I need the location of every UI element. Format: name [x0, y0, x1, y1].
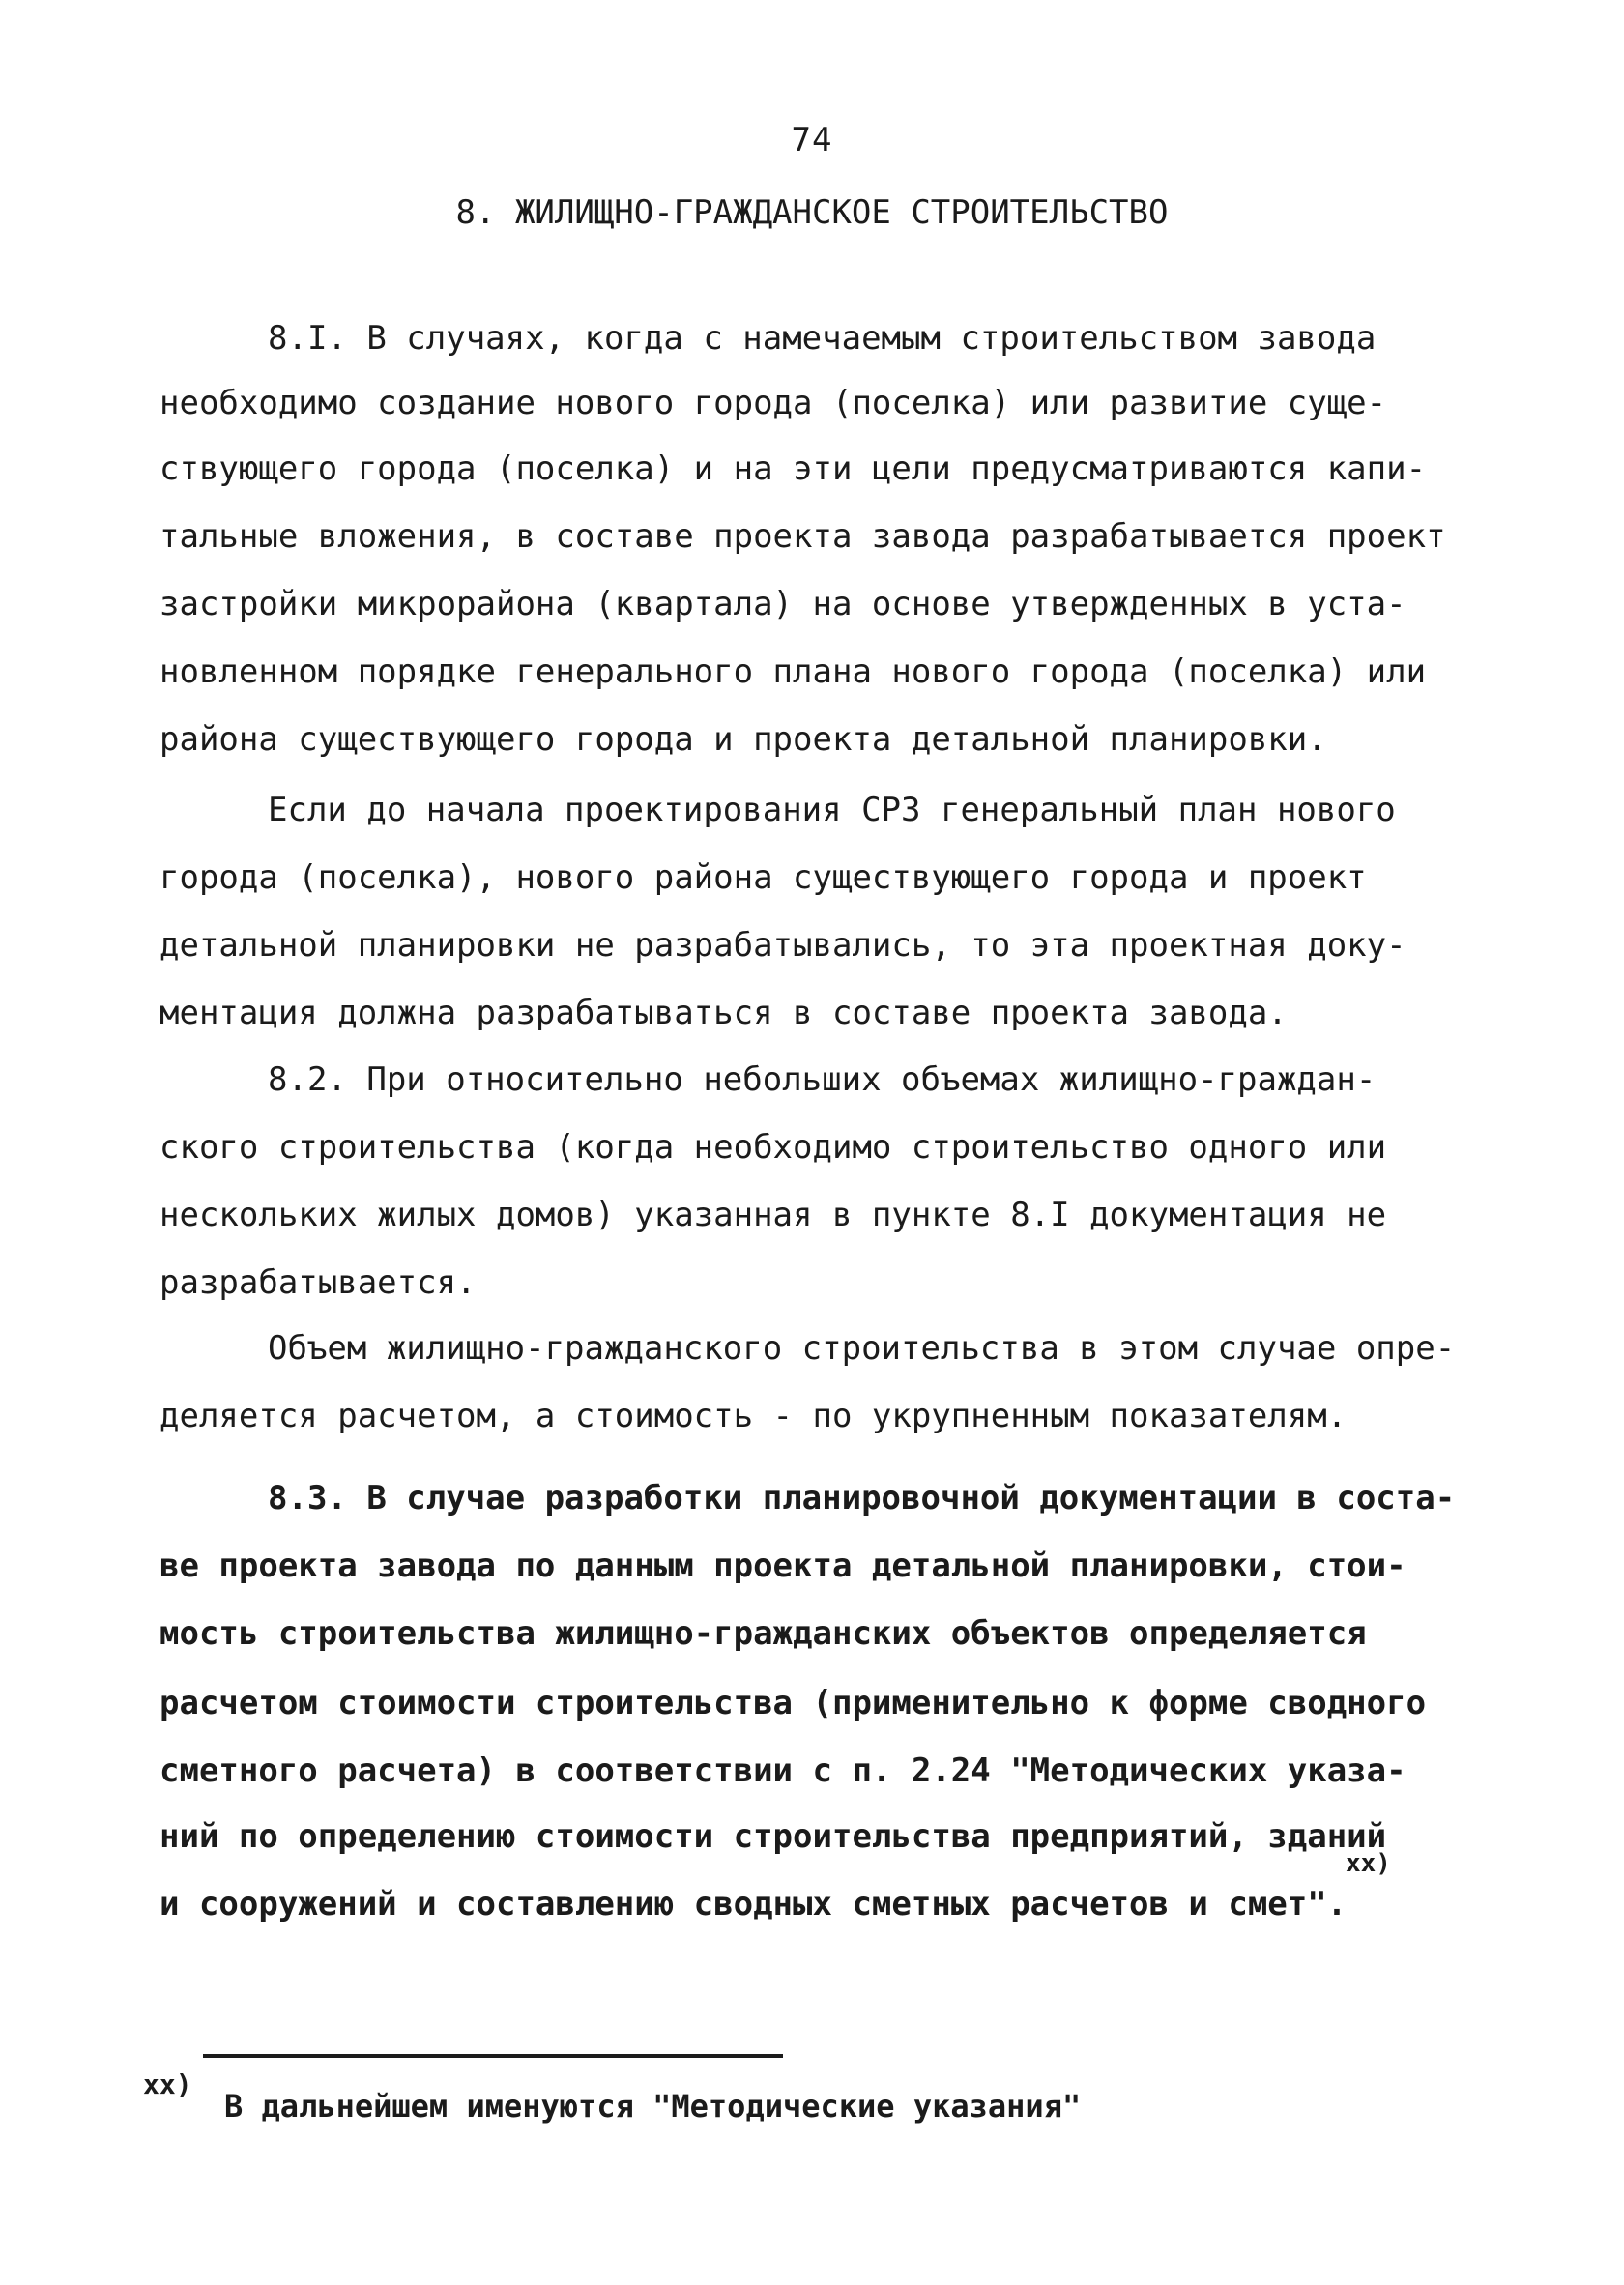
footnote-divider: [203, 2054, 783, 2058]
text-line: новленном порядке генерального плана нового города (поселка) или: [160, 652, 1427, 691]
text-line: и сооружений и составлению сводных сметных расчетов и смет".: [160, 1885, 1348, 1923]
text-line: ствующего города (поселка) и на эти цели предусматриваются капи-: [160, 449, 1427, 488]
footnote-mark: xx): [143, 2068, 192, 2100]
text-line: тальные вложения, в составе проекта завода разрабатывается проект: [160, 517, 1446, 556]
text-line: 8.I. В случаях, когда с намечаемым строительством завода: [268, 319, 1377, 358]
text-line: района существующего города и проекта детальной планировки.: [160, 720, 1327, 759]
text-line: 8.2. При относительно небольших объемах жилищно-граждан-: [268, 1060, 1377, 1099]
text-line: ний по определению стоимости строительства предприятий, зданий: [160, 1817, 1387, 1856]
text-line: необходимо создание нового города (поселка) или развитие суще-: [160, 384, 1387, 422]
text-line: города (поселка), нового района существующего города и проект: [160, 858, 1367, 897]
text-line: расчетом стоимости строительства (применительно к форме сводного: [160, 1684, 1427, 1722]
text-line: разрабатывается.: [160, 1263, 477, 1302]
text-line: мость строительства жилищно-гражданских объектов определяется: [160, 1614, 1367, 1653]
text-line: детальной планировки не разрабатывались, то эта проектная доку-: [160, 926, 1406, 965]
text-line: сметного расчета) в соответствии с п. 2.24 "Методических указа-: [160, 1751, 1406, 1790]
text-line: нескольких жилых домов) указанная в пункте 8.I документация не: [160, 1196, 1387, 1234]
text-line: застройки микрорайона (квартала) на основе утвержденных в уста-: [160, 585, 1406, 623]
page-number: 74: [791, 121, 833, 159]
section-title: 8. ЖИЛИЩНО-ГРАЖДАНСКОЕ СТРОИТЕЛЬСТВО: [455, 193, 1169, 232]
text-line: деляется расчетом, а стоимость - по укрупненным показателям.: [160, 1397, 1348, 1435]
text-line: ского строительства (когда необходимо строительство одного или: [160, 1128, 1387, 1167]
footnote-reference-mark: xx): [1346, 1849, 1391, 1878]
text-line: Объем жилищно-гражданского строительства в этом случае опре-: [268, 1329, 1456, 1368]
footnote-text: В дальнейшем именуются "Методические указания": [224, 2088, 1082, 2125]
text-line: ве проекта завода по данным проекта детальной планировки, стои-: [160, 1547, 1406, 1585]
text-line: Если до начала проектирования СРЗ генеральный план нового: [268, 791, 1396, 829]
text-line: 8.3. В случае разработки планировочной документации в соста-: [268, 1479, 1456, 1518]
text-line: ментация должна разрабатываться в составе проекта завода.: [160, 994, 1288, 1032]
